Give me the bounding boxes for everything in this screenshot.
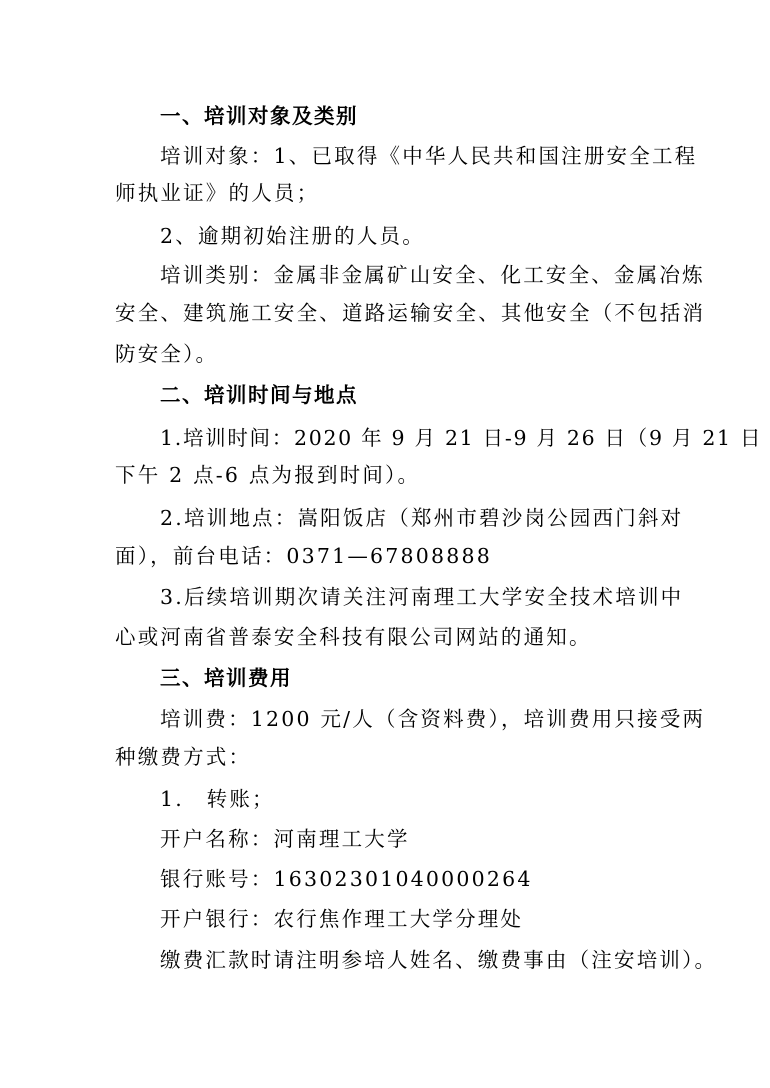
category-line2: 安全、建筑施工安全、道路运输安全、其他安全（不包括消 bbox=[115, 301, 706, 325]
targets-item2: 2、逾期初始注册的人员。 bbox=[160, 224, 425, 248]
place-line1: 2.培训地点：嵩阳饭店（郑州市碧沙岗公园西门斜对 bbox=[160, 506, 684, 530]
time-line1: 1.培训时间：2020 年 9 月 21 日-9 月 26 日（9 月 21 日 bbox=[160, 426, 763, 450]
notice-line2: 心或河南省普泰安全科技有限公司网站的通知。 bbox=[115, 625, 592, 649]
account-number: 银行账号：16302301040000264 bbox=[160, 867, 533, 891]
payment-method1: 1. 转账； bbox=[160, 787, 275, 811]
category-line1: 培训类别：金属非金属矿山安全、化工安全、金属冶炼 bbox=[160, 263, 705, 287]
bank-name: 开户银行：农行焦作理工大学分理处 bbox=[160, 907, 524, 931]
fee-line2: 种缴费方式： bbox=[115, 745, 252, 769]
notice-line1: 3.后续培训期次请关注河南理工大学安全技术培训中 bbox=[160, 585, 684, 609]
targets-line1: 培训对象：1、已取得《中华人民共和国注册安全工程 bbox=[160, 144, 698, 168]
category-line3: 防安全）。 bbox=[115, 342, 219, 366]
account-name: 开户名称：河南理工大学 bbox=[160, 827, 410, 851]
section2-heading: 二、培训时间与地点 bbox=[160, 383, 358, 407]
section3-heading: 三、培训费用 bbox=[160, 666, 292, 690]
section1-heading: 一、培训对象及类别 bbox=[160, 104, 358, 128]
payment-remark: 缴费汇款时请注明参培人姓名、缴费事由（注安培训）。 bbox=[160, 948, 718, 972]
fee-line1: 培训费：1200 元/人（含资料费），培训费用只接受两 bbox=[160, 707, 706, 731]
targets-line2: 师执业证》的人员； bbox=[115, 181, 320, 205]
time-line2: 下午 2 点-6 点为报到时间）。 bbox=[115, 463, 421, 487]
place-line2: 面），前台电话：0371—67808888 bbox=[115, 544, 492, 568]
